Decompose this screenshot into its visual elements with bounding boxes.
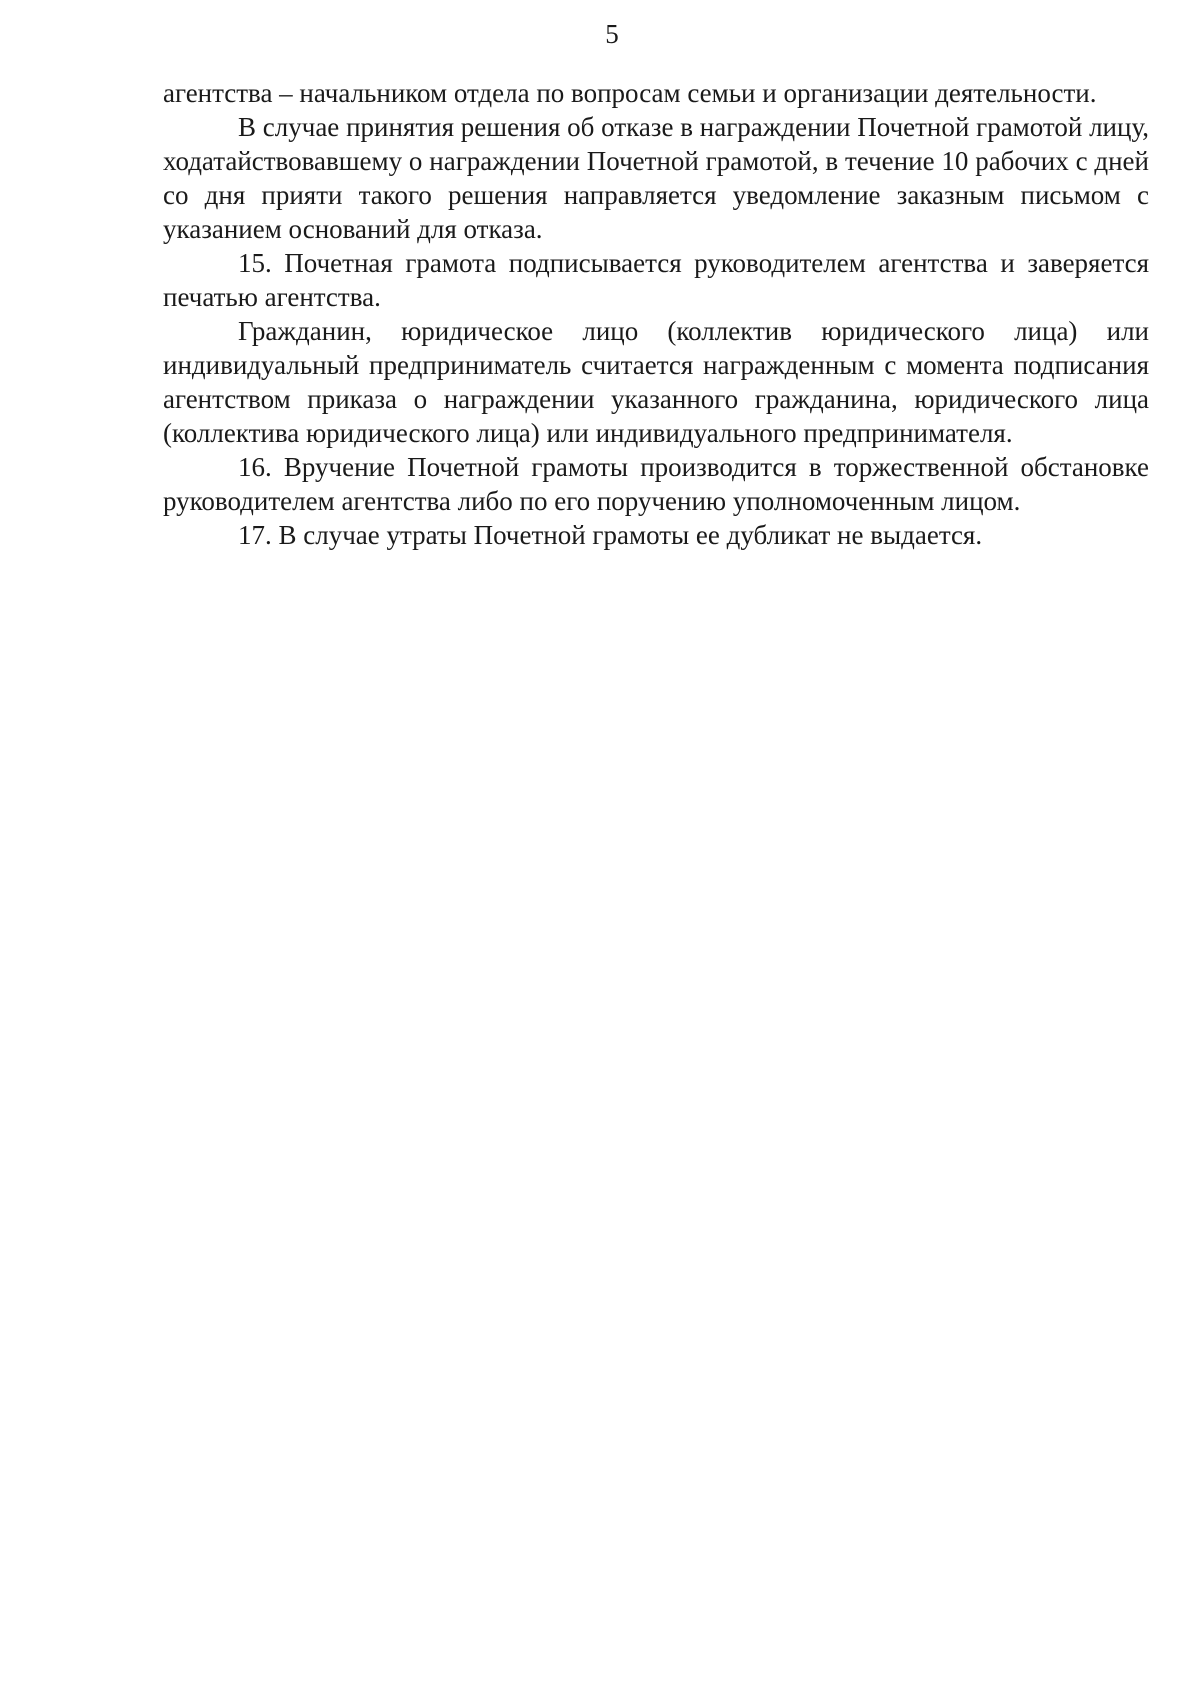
paragraph-refusal-notice: В случае принятия решения об отказе в награждении Почетной грамотой лицу, ходатайствовавшему о награждении Почетной грамотой, в течение 10 рабочих с дней со дня прияти такого решения направляется уведомление заказным письмом с указанием оснований для отказа. [163,112,1149,244]
paragraph-continuation: агентства – начальником отдела по вопросам семьи и организации деятельности. [163,78,1097,108]
paragraph-awarded-moment: Гражданин, юридическое лицо (коллектив юридического лица) или индивидуальный предприниматель считается награжденным с момента подписания агентством приказа о награждении указанного гражданина, юридического лица (коллектива юридического лица) или индивидуального предпринимателя. [163,316,1149,448]
page-number: 5 [605,19,619,49]
paragraph-16: 16. Вручение Почетной грамоты производится в торжественной обстановке руководителем агентства либо по его поручению уполномоченным лицом. [163,452,1149,516]
document-body [163,76,1149,552]
paragraph-17: 17. В случае утраты Почетной грамоты ее дубликат не выдается. [238,520,983,550]
paragraph-15: 15. Почетная грамота подписывается руководителем агентства и заверяется печатью агентства. [163,248,1149,312]
